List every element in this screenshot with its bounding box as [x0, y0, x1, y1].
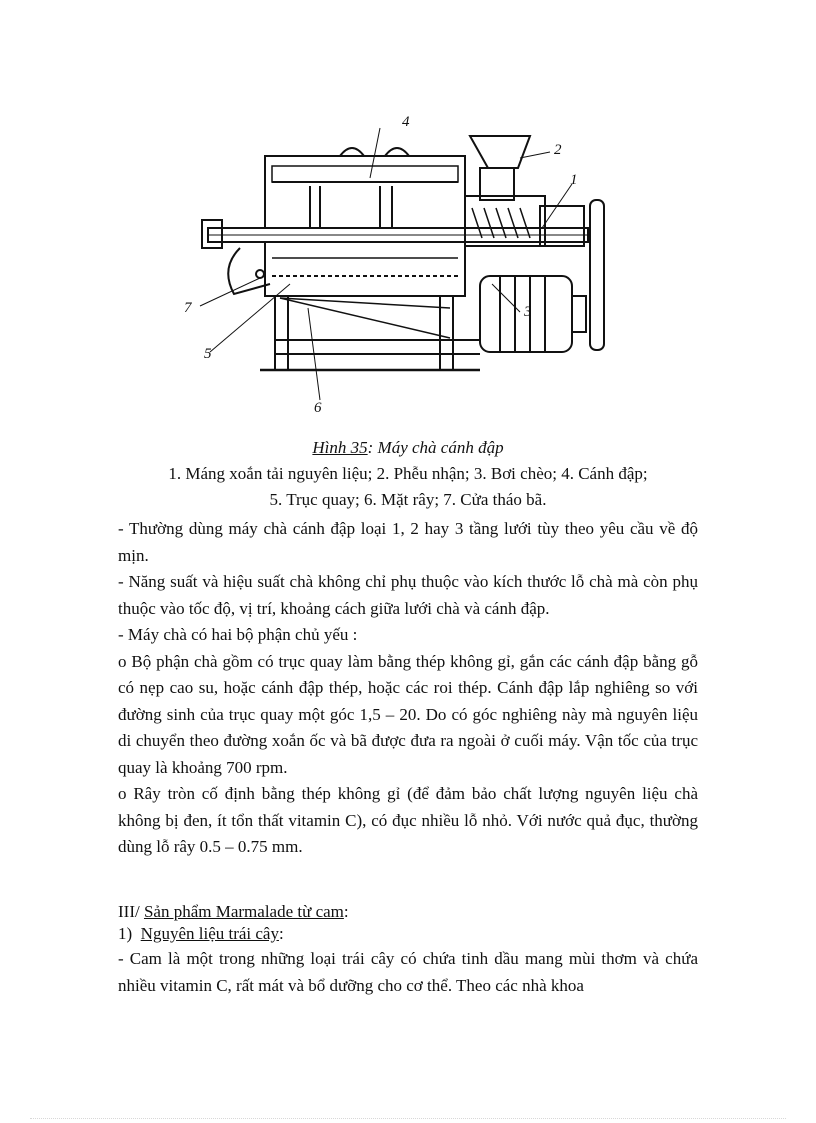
figure-number: Hình 35	[312, 438, 368, 457]
machine-drawing	[180, 108, 620, 426]
paragraph: o Rây tròn cố định bằng thép không gỉ (để đảm bảo chất lượng nguyên liệu chà không bị đen, ít tổn thất vitamin C), có đục nhiều lỗ nhỏ. Với nước quả đục, thường dùng lỗ rây 0.5 – 0.75 mm.	[118, 784, 698, 856]
subsection-heading	[118, 924, 284, 944]
subsection-title: Nguyên liệu trái cây	[140, 924, 279, 943]
section-heading	[118, 902, 349, 922]
paragraph: o Bộ phận chà gồm có trục quay làm bằng thép không gỉ, gắn các cánh đập bằng gỗ có nẹp cao su, hoặc cánh đập thép, hoặc các roi thép. Cánh đập lắp nghiêng so với đường sinh của trục quay một góc 1,5 – 20. Do có góc nghiêng này mà nguyên liệu di chuyển theo đường xoắn ốc và bã được đưa ra ngoài ở cuối máy. Vận tốc của trục quay là khoảng 700 rpm.	[118, 651, 698, 777]
body-text	[118, 516, 698, 861]
paragraph: - Thường dùng máy chà cánh đập loại 1, 2 hay 3 tầng lưới tùy theo yêu cầu về độ mịn.	[118, 519, 698, 565]
machine-diagram	[180, 108, 620, 426]
label-3: 3	[524, 304, 532, 320]
figure-title: : Máy chà cánh đập	[367, 438, 504, 457]
label-4: 4	[402, 114, 410, 130]
subsection-prefix: 1)	[118, 924, 141, 943]
label-7: 7	[184, 300, 192, 316]
section-prefix: III/	[118, 902, 144, 921]
label-6: 6	[314, 400, 322, 416]
figure-legend-line-1: 1. Máng xoắn tải nguyên liệu; 2. Phễu nhận; 3. Bơi chèo; 4. Cánh đập;	[168, 464, 648, 483]
paragraph: - Năng suất và hiệu suất chà không chỉ phụ thuộc vào kích thước lỗ chà mà còn phụ thuộc vào tốc độ, vị trí, khoảng cách giữa lưới chà và cánh đập.	[118, 572, 698, 618]
final-paragraph	[118, 946, 698, 999]
figure-caption-title	[0, 438, 816, 458]
section-suffix: :	[343, 902, 349, 921]
section-title: Sản phẩm Marmalade từ cam	[143, 902, 344, 921]
paragraph: - Cam là một trong những loại trái cây có chứa tinh dầu mang mùi thơm và chứa nhiều vitamin C, rất mát và bổ dưỡng cho cơ thể. Theo các nhà khoa	[118, 949, 698, 995]
label-2: 2	[554, 142, 562, 158]
label-5: 5	[204, 346, 212, 362]
label-1: 1	[570, 172, 578, 188]
paragraph: - Máy chà có hai bộ phận chủ yếu :	[118, 625, 358, 644]
figure-legend-line-2: 5. Trục quay; 6. Mặt rây; 7. Cửa tháo bã.	[269, 490, 547, 509]
subsection-suffix: :	[278, 924, 284, 943]
page-bottom-divider	[30, 1118, 786, 1119]
